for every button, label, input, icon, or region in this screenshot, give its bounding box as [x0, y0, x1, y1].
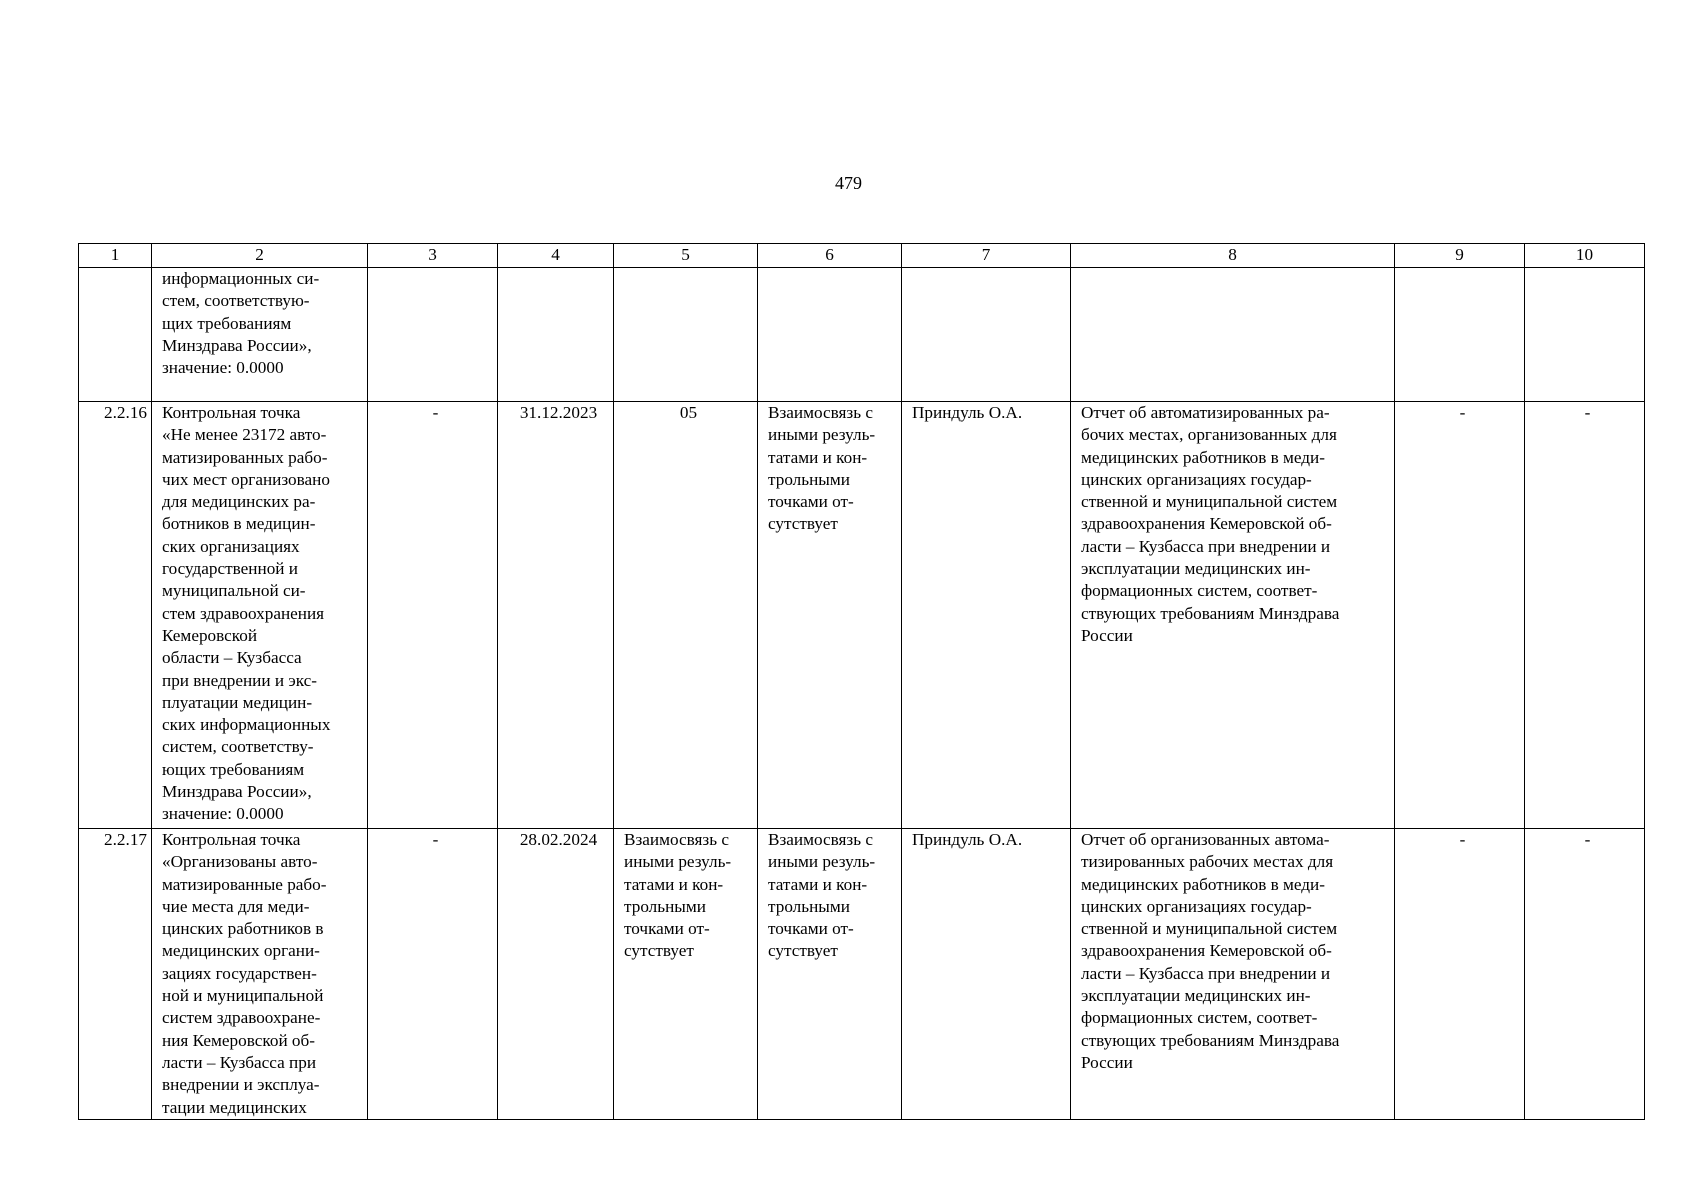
table-row: [79, 268, 1645, 402]
page-number: 479: [835, 173, 862, 193]
report-description-cell: Отчет об организованных автома- тизированных рабочих местах для медицинских работников в меди- цинских организациях государ- ственной и муниципальной систем здравоохранения Кемеровской об- ласти – Кузбасса при внедрении и эксплуатации медицинских ин- формационных систем, соответ- ствующих требованиям Минздрава России: [1071, 829, 1395, 1120]
relationship-cell: Взаимосвязь с иными резуль- татами и кон- трольными точками от- сутствует: [758, 829, 902, 1120]
row-number-cell: [79, 268, 152, 402]
milestone-description-cell: Контрольная точка «Не менее 23172 авто- матизированных рабо- чих мест организовано для медицинских ра- ботников в медицин- ских организациях государственной и муниципальной си- стем здравоохранения Кемеровской области – Кузбасса при внедрении и экс- плуатации медицин- ских информационных систем, соответству- ющих требованиям Минздрава России», значение: 0.0000: [152, 402, 368, 829]
column-3-cell: -: [368, 829, 498, 1120]
column-9-cell: -: [1395, 829, 1525, 1120]
table-row: [79, 402, 1645, 829]
column-header: 6: [758, 244, 902, 268]
column-5-cell: [614, 268, 758, 402]
table-row: [79, 829, 1645, 1120]
table-header-row: [79, 244, 1645, 268]
milestone-description-cell: информационных си- стем, соответствую- щих требованиям Минздрава России», значение: 0.0000: [152, 268, 368, 402]
column-header: 10: [1525, 244, 1645, 268]
column-header: 2: [152, 244, 368, 268]
column-header: 7: [902, 244, 1071, 268]
date-cell: [498, 268, 614, 402]
date-cell: 28.02.2024: [498, 829, 614, 1120]
column-9-cell: [1395, 268, 1525, 402]
relationship-cell: Взаимосвязь с иными резуль- татами и кон- трольными точками от- сутствует: [758, 402, 902, 829]
responsible-cell: [902, 268, 1071, 402]
column-9-cell: -: [1395, 402, 1525, 829]
column-header: 5: [614, 244, 758, 268]
row-number-cell: 2.2.16: [79, 402, 152, 829]
milestone-description-cell: Контрольная точка «Организованы авто- матизированные рабо- чие места для меди- цинских работников в медицинских органи- зациях государствен- ной и муниципальной систем здравоохране- ния Кемеровской об- ласти – Кузбасса при внедрении и эксплуа- тации медицинских: [152, 829, 368, 1120]
row-number-cell: 2.2.17: [79, 829, 152, 1120]
column-5-cell: Взаимосвязь с иными резуль- татами и кон- трольными точками от- сутствует: [614, 829, 758, 1120]
relationship-cell: [758, 268, 902, 402]
column-header: 4: [498, 244, 614, 268]
report-description-cell: Отчет об автоматизированных ра- бочих местах, организованных для медицинских работников в меди- цинских организациях государ- ственной и муниципальной систем здравоохранения Кемеровской об- ласти – Кузбасса при внедрении и эксплуатации медицинских ин- формационных систем, соответ- ствующих требованиям Минздрава России: [1071, 402, 1395, 829]
plan-table: [78, 243, 1645, 1120]
column-header: 8: [1071, 244, 1395, 268]
column-10-cell: [1525, 268, 1645, 402]
column-10-cell: -: [1525, 829, 1645, 1120]
column-header: 9: [1395, 244, 1525, 268]
column-5-cell: 05: [614, 402, 758, 829]
responsible-cell: Приндуль О.А.: [902, 829, 1071, 1120]
column-10-cell: -: [1525, 402, 1645, 829]
responsible-cell: Приндуль О.А.: [902, 402, 1071, 829]
column-3-cell: -: [368, 402, 498, 829]
column-header: 3: [368, 244, 498, 268]
column-3-cell: [368, 268, 498, 402]
column-header: 1: [79, 244, 152, 268]
date-cell: 31.12.2023: [498, 402, 614, 829]
report-description-cell: [1071, 268, 1395, 402]
